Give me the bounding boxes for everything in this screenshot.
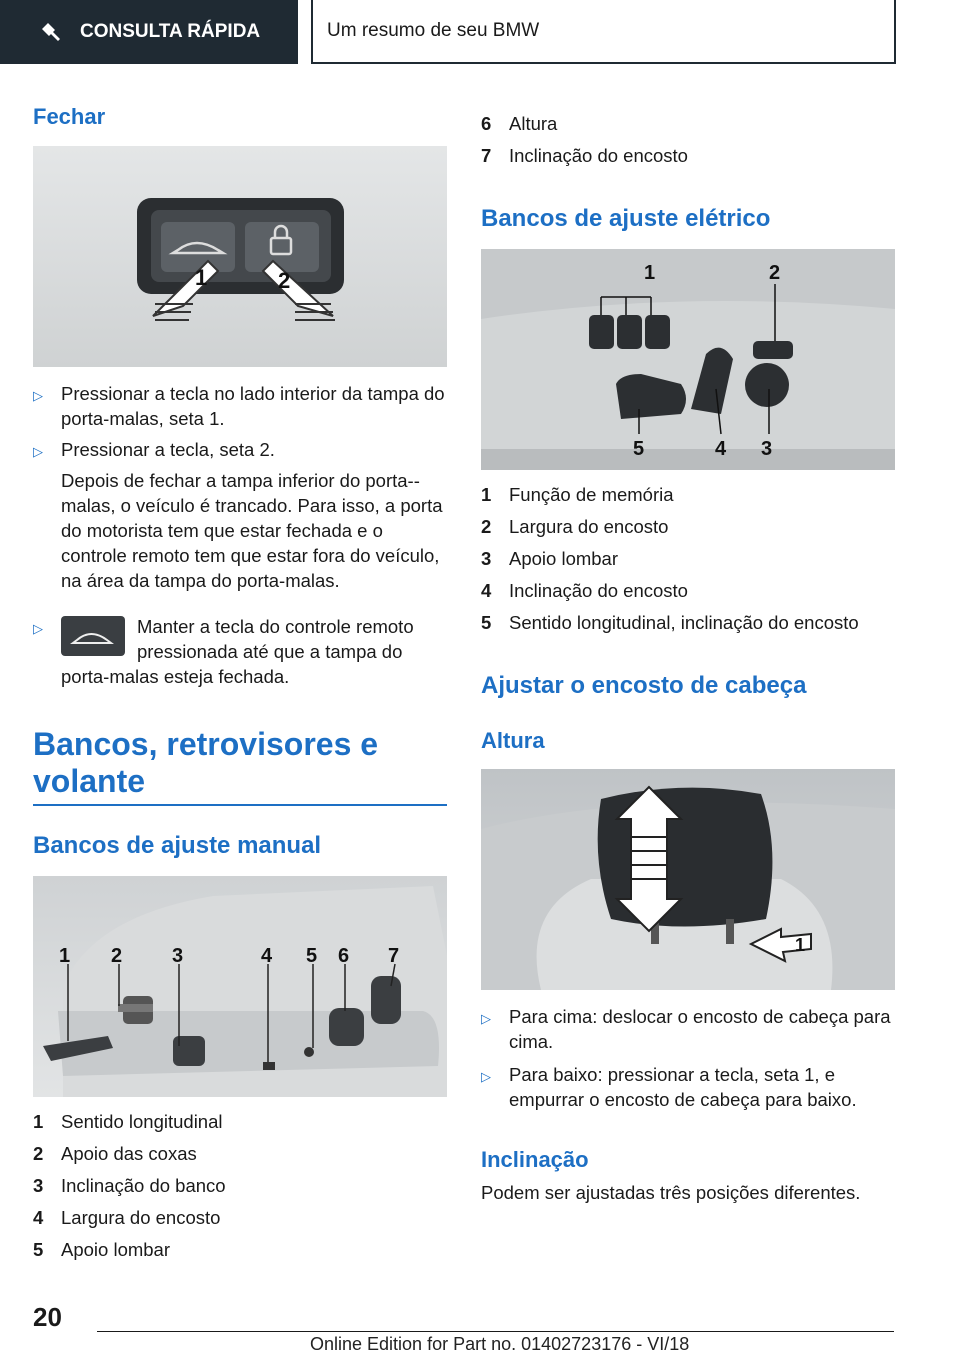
quick-reference-icon xyxy=(40,19,66,45)
electric-heading: Bancos de ajuste elétrico xyxy=(481,205,771,232)
electric-label-1: 1 xyxy=(644,262,656,284)
electric-item-5: 5 Sentido longitudinal, inclinação do encosto xyxy=(481,612,859,633)
manual-item-6: 6 Altura xyxy=(481,113,558,134)
manual-seat-figure xyxy=(33,876,447,1097)
manual-label-1: 1 xyxy=(59,945,71,967)
electric-seat-figure xyxy=(481,249,895,470)
inclinacao-heading: Inclinação xyxy=(481,1147,589,1172)
trunk-buttons-figure xyxy=(33,146,447,367)
altura-bullet-2: ▷ Para baixo: pressionar a tecla, seta 1, e empurrar o encosto de cabeça para baixo. xyxy=(481,1064,857,1110)
manual-item-2: 2 Apoio das coxas xyxy=(33,1143,197,1164)
header-tab[interactable] xyxy=(0,0,298,64)
electric-item-2: 2 Largura do encosto xyxy=(481,516,669,537)
manual-label-2: 2 xyxy=(111,945,123,967)
altura-heading: Altura xyxy=(481,728,545,753)
fechar-heading: Fechar xyxy=(33,104,106,129)
fechar-bullet-2: ▷ Pressionar a tecla, seta 2. xyxy=(33,437,447,464)
section-heading: Bancos, retrovisores e volante xyxy=(33,726,379,799)
manual-item-7: 7 Inclinação do encosto xyxy=(481,145,688,166)
headrest-heading: Ajustar o encosto de cabeça xyxy=(481,672,807,699)
manual-item-5: 5 Apoio lombar xyxy=(33,1239,171,1260)
electric-item-4: 4 Inclinação do encosto xyxy=(481,580,688,601)
bullet-triangle-icon: ▷ xyxy=(33,388,43,403)
electric-label-5: 5 xyxy=(633,438,645,460)
manual-item-1: 1 Sentido longitudinal xyxy=(33,1111,223,1132)
trunk-label-1: 1 xyxy=(195,265,208,290)
inclinacao-text: Podem ser ajustadas três posições diferentes. xyxy=(481,1182,861,1203)
fechar-note: Depois de fechar a tampa inferior do porta--malas, o veículo é trancado. Para isso, a porta do motorista tem que estar fechada e o controle remoto tem que estar fora do veículo, na área da tampa do porta-malas. xyxy=(61,470,443,591)
headrest-label-1: 1 xyxy=(795,935,806,955)
bullet-triangle-icon: ▷ xyxy=(33,444,43,459)
fechar-bullet-1: ▷ Pressionar a tecla no lado interior da tampa do porta-malas, seta 1. xyxy=(33,383,445,429)
manual-item-4: 4 Largura do encosto xyxy=(33,1207,221,1228)
bullet-triangle-icon: ▷ xyxy=(33,621,43,636)
electric-item-3: 3 Apoio lombar xyxy=(481,548,619,569)
manual-label-3: 3 xyxy=(172,945,184,967)
header-title-text: Um resumo de seu BMW xyxy=(327,20,540,41)
page-number: 20 xyxy=(33,1302,62,1332)
electric-label-2: 2 xyxy=(769,262,781,284)
electric-label-3: 3 xyxy=(761,438,773,460)
headrest-figure xyxy=(481,769,895,990)
manual-label-4: 4 xyxy=(261,945,273,967)
header-title xyxy=(311,0,896,64)
electric-label-4: 4 xyxy=(715,438,727,460)
fechar-bullet-3: ▷ Manter a tecla do controle remoto pressionada até que a tampa do porta-malas esteja fechada. xyxy=(33,616,414,687)
manual-item-3: 3 Inclinação do banco xyxy=(33,1175,226,1196)
header-tab-label: CONSULTA RÁPIDA xyxy=(80,21,261,42)
trunk-label-2: 2 xyxy=(278,268,291,293)
electric-item-1: 1 Função de memória xyxy=(481,484,674,505)
altura-bullet-1: ▷ Para cima: deslocar o encosto de cabeça para cima. xyxy=(481,1006,891,1052)
section-divider xyxy=(33,804,447,806)
bullet-triangle-icon: ▷ xyxy=(481,1069,491,1084)
footer-divider xyxy=(97,1331,894,1332)
manual-label-5: 5 xyxy=(306,945,318,967)
manual-label-7: 7 xyxy=(388,945,400,967)
bullet-triangle-icon: ▷ xyxy=(481,1011,491,1026)
manual-heading: Bancos de ajuste manual xyxy=(33,832,322,859)
manual-label-6: 6 xyxy=(338,945,350,967)
footer-edition: Online Edition for Part no. 01402723176 - VI/18 xyxy=(310,1334,690,1354)
remote-trunk-key-icon xyxy=(61,616,125,656)
